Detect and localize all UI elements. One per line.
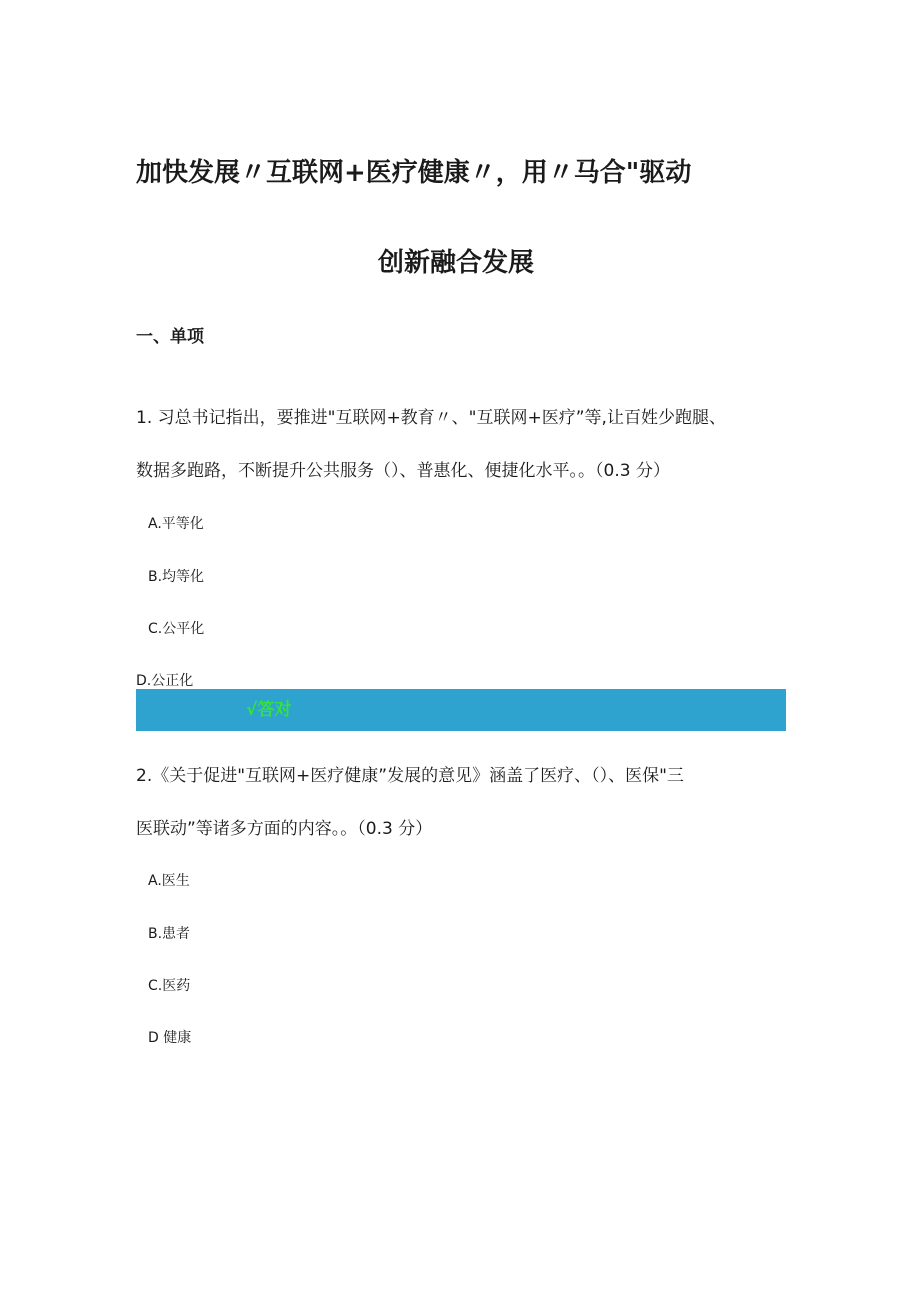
question-1-option-b[interactable]: B.均等化: [148, 569, 205, 585]
question-2-option-b[interactable]: B.患者: [148, 926, 191, 942]
question-1-option-c[interactable]: C.公平化: [148, 621, 205, 637]
question-1-text-line-2: 数据多跑路，不断提升公共服务（）、普惠化、便捷化水平。。（0.3 分）: [136, 461, 670, 481]
section-heading: 一、单项: [136, 327, 204, 347]
question-1-option-a[interactable]: A.平等化: [148, 516, 204, 532]
question-2-option-a[interactable]: A.医生: [148, 873, 190, 889]
question-1-option-d[interactable]: D.公正化: [136, 673, 194, 689]
question-2-option-d[interactable]: D 健康: [148, 1030, 192, 1046]
document-title-line-1: 加快发展〃互联网+医疗健康〃，用〃马合"驱动: [136, 158, 692, 188]
answer-result-bar: [136, 689, 786, 731]
document-title-line-2: 创新融合发展: [378, 248, 535, 278]
answer-correct-label: √答对: [246, 700, 292, 720]
question-1-text-line-1: 1. 习总书记指出，要推进"互联网+教育〃、"互联网+医疗”等,让百姓少跑腿、: [136, 408, 726, 428]
question-2-text-line-1: 2.《关于促进"互联网+医疗健康”发展的意见》涵盖了医疗、（）、医保"三: [136, 766, 684, 786]
question-2-option-c[interactable]: C.医药: [148, 978, 191, 994]
question-2-text-line-2: 医联动”等诸多方面的内容。。（0.3 分）: [136, 819, 433, 839]
